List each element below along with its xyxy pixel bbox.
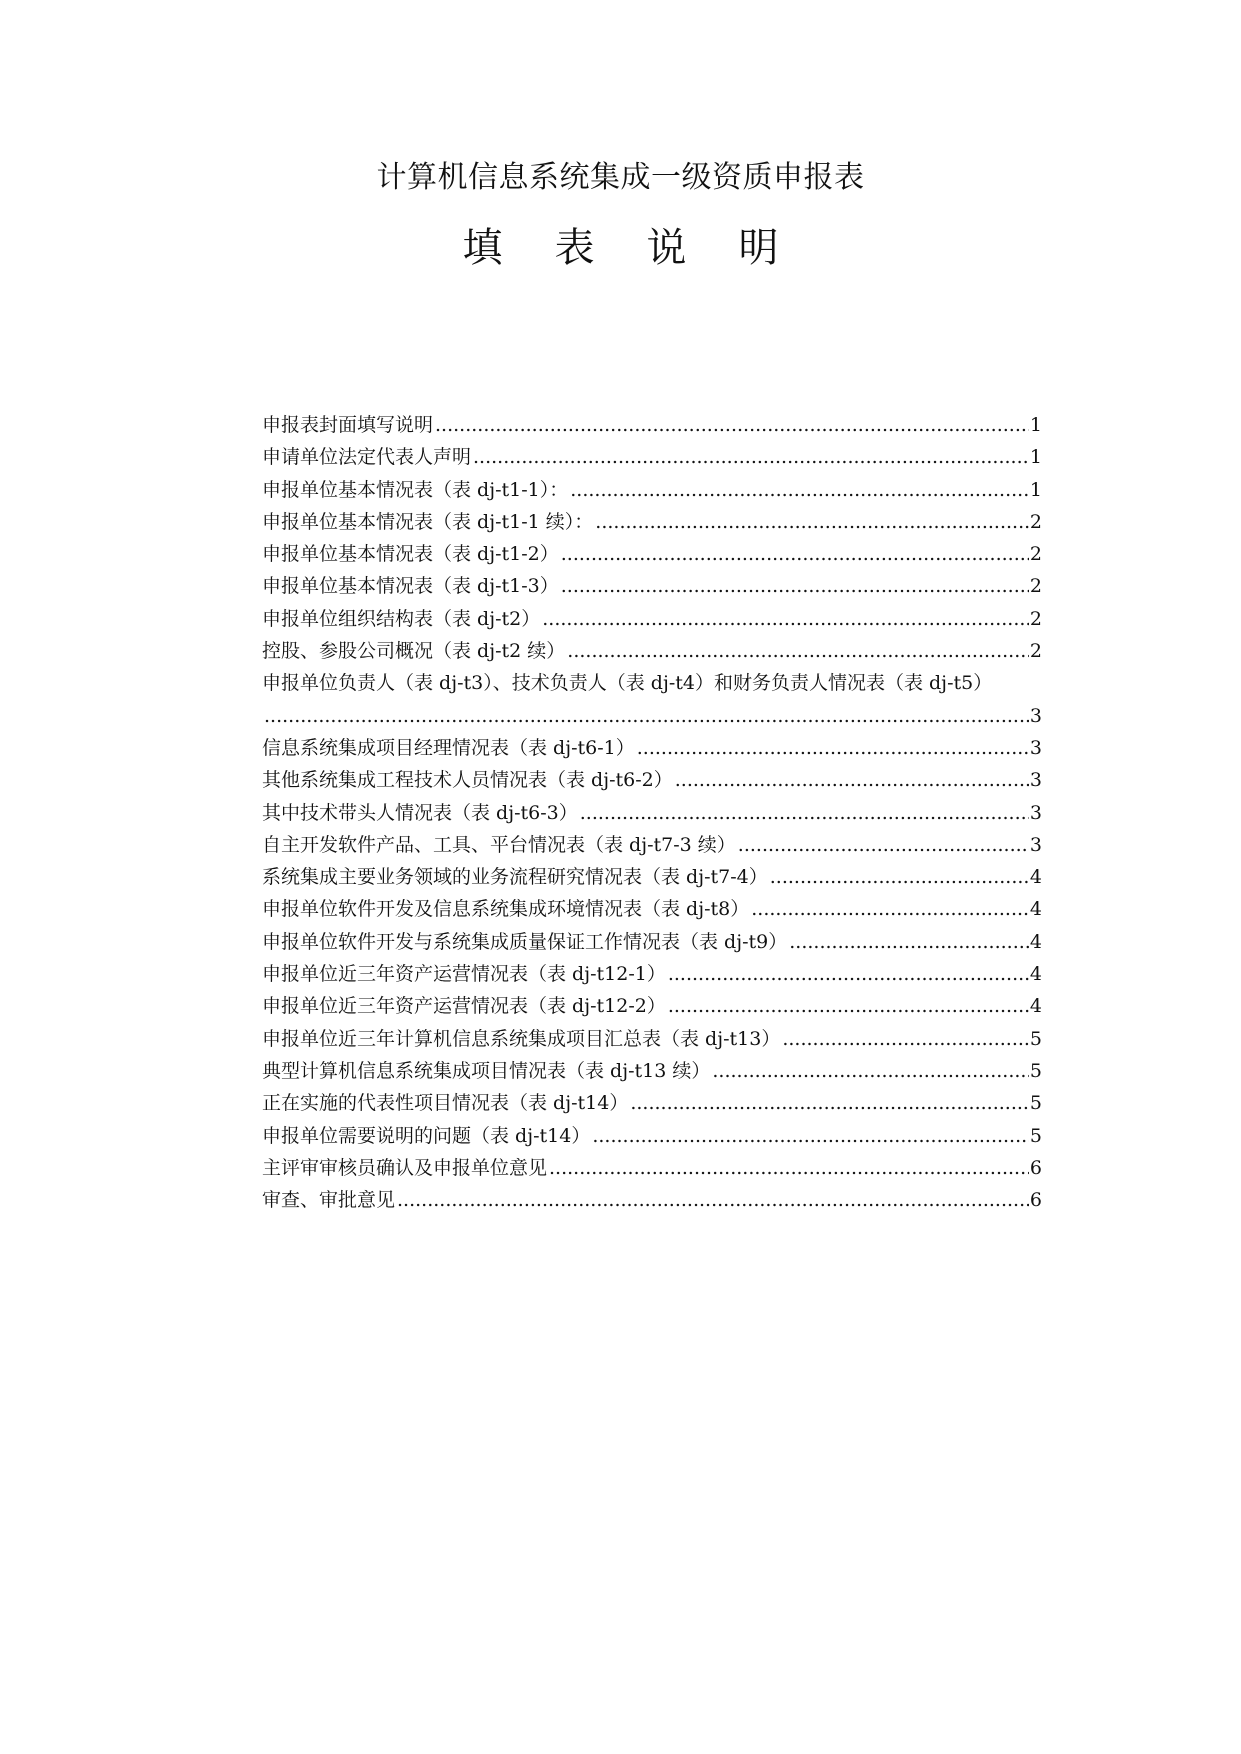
toc-entry-label: 系统集成主要业务领域的业务流程研究情况表（表 dj-t7-4） [262, 866, 768, 889]
toc-page-number: 2 [1029, 543, 1042, 566]
subtitle-char: 表 [554, 225, 595, 271]
toc-entry[interactable] [262, 861, 1042, 893]
toc-entry-continuation [262, 700, 1042, 732]
toc-page-number: 2 [1029, 510, 1042, 533]
toc-entry[interactable] [262, 441, 1042, 473]
toc-entry[interactable] [262, 1184, 1042, 1216]
toc-entry-label: 申报单位近三年资产运营情况表（表 dj-t12-1） [262, 963, 666, 986]
toc-dot-leader [595, 506, 1029, 538]
toc-page-number: 4 [1029, 898, 1042, 921]
toc-entry[interactable] [262, 603, 1042, 635]
toc-dot-leader [473, 441, 1029, 473]
table-of-contents [262, 409, 1042, 1216]
toc-dot-leader [264, 700, 1029, 732]
subtitle-char: 填 [462, 225, 503, 271]
toc-entry-label: 典型计算机信息系统集成项目情况表（表 dj-t13 续） [262, 1059, 711, 1082]
document-subtitle [0, 222, 1241, 274]
toc-entry-label: 申报单位基本情况表（表 dj-t1-1）： [262, 478, 569, 501]
toc-dot-leader [592, 1120, 1029, 1152]
toc-page-number: 5 [1029, 1092, 1042, 1115]
toc-entry[interactable] [262, 829, 1042, 861]
toc-page-number: 1 [1029, 446, 1042, 469]
toc-entry-label: 申报单位近三年计算机信息系统集成项目汇总表（表 dj-t13） [262, 1027, 781, 1050]
toc-dot-leader [542, 603, 1029, 635]
toc-entry-label: 申报单位负责人（表 dj-t3）、技术负责人（表 dj-t4）和财务负责人情况表（表 dj-t5） [262, 672, 993, 695]
toc-dot-leader [789, 926, 1029, 958]
toc-page-number: 2 [1029, 607, 1042, 630]
toc-entry-label: 申报单位基本情况表（表 dj-t1-2） [262, 543, 559, 566]
toc-dot-leader [580, 797, 1029, 829]
toc-entry-label: 申报单位组织结构表（表 dj-t2） [262, 607, 541, 630]
toc-entry[interactable] [262, 1120, 1042, 1152]
toc-dot-leader [570, 474, 1029, 506]
toc-entry-label: 主评审审核员确认及申报单位意见 [262, 1156, 548, 1179]
toc-entry-label: 其他系统集成工程技术人员情况表（表 dj-t6-2） [262, 769, 673, 792]
toc-entry-label: 申报表封面填写说明 [262, 414, 434, 436]
toc-page-number: 4 [1029, 930, 1042, 953]
toc-dot-leader [738, 829, 1029, 861]
toc-page-number: 4 [1029, 866, 1042, 889]
toc-dot-leader [668, 958, 1029, 990]
toc-entry-label: 控股、参股公司概况（表 dj-t2 续） [262, 640, 566, 663]
toc-entry[interactable] [262, 958, 1042, 990]
toc-page-number: 5 [1029, 1124, 1042, 1147]
toc-page-number: 2 [1029, 640, 1042, 663]
toc-dot-leader [435, 409, 1029, 441]
toc-dot-leader [668, 990, 1029, 1022]
document-title: 计算机信息系统集成一级资质申报表 [376, 160, 865, 195]
toc-page-number: 2 [1029, 575, 1042, 598]
toc-page-number: 5 [1029, 1027, 1042, 1050]
toc-entry-label: 自主开发软件产品、工具、平台情况表（表 dj-t7-3 续） [262, 833, 736, 856]
subtitle-char: 说 [646, 225, 687, 271]
toc-entry-label: 申报单位基本情况表（表 dj-t1-3） [262, 575, 559, 598]
toc-page-number: 6 [1029, 1156, 1042, 1179]
toc-page-number: 1 [1029, 414, 1042, 436]
toc-entry-label: 申报单位软件开发与系统集成质量保证工作情况表（表 dj-t9） [262, 930, 788, 953]
toc-entry[interactable] [262, 570, 1042, 602]
toc-dot-leader [751, 893, 1029, 925]
subtitle-char: 明 [738, 225, 779, 271]
toc-page-number: 3 [1029, 704, 1042, 727]
toc-dot-leader [549, 1152, 1029, 1184]
toc-entry[interactable] [262, 506, 1042, 538]
toc-entry-label: 申报单位近三年资产运营情况表（表 dj-t12-2） [262, 995, 666, 1018]
toc-entry[interactable] [262, 409, 1042, 441]
toc-entry[interactable] [262, 1055, 1042, 1087]
toc-entry[interactable] [262, 990, 1042, 1022]
toc-dot-leader [782, 1023, 1029, 1055]
toc-dot-leader [637, 732, 1029, 764]
toc-page-number: 3 [1029, 736, 1042, 759]
toc-dot-leader [770, 861, 1029, 893]
toc-dot-leader [712, 1055, 1029, 1087]
toc-entry-label: 审查、审批意见 [262, 1189, 396, 1212]
toc-entry-label: 申请单位法定代表人声明 [262, 446, 472, 469]
toc-page-number: 5 [1029, 1059, 1042, 1082]
toc-dot-leader [397, 1184, 1029, 1216]
toc-entry[interactable] [262, 732, 1042, 764]
toc-page-number: 4 [1029, 995, 1042, 1018]
toc-entry-label: 其中技术带头人情况表（表 dj-t6-3） [262, 801, 578, 824]
toc-page-number: 3 [1029, 801, 1042, 824]
toc-entry-label: 申报单位软件开发及信息系统集成环境情况表（表 dj-t8） [262, 898, 750, 921]
toc-entry-label: 申报单位需要说明的问题（表 dj-t14） [262, 1124, 591, 1147]
toc-entry[interactable] [262, 764, 1042, 796]
toc-dot-leader [561, 538, 1029, 570]
toc-dot-leader [675, 764, 1029, 796]
toc-page-number: 1 [1029, 478, 1042, 501]
toc-entry[interactable] [262, 1152, 1042, 1184]
toc-entry[interactable] [262, 1087, 1042, 1119]
toc-page-number: 4 [1029, 963, 1042, 986]
toc-entry[interactable] [262, 926, 1042, 958]
toc-entry[interactable] [262, 667, 1042, 732]
toc-entry[interactable] [262, 635, 1042, 667]
toc-dot-leader [567, 635, 1029, 667]
toc-entry[interactable] [262, 893, 1042, 925]
toc-dot-leader [630, 1087, 1029, 1119]
toc-entry[interactable] [262, 797, 1042, 829]
toc-page-number: 3 [1029, 833, 1042, 856]
toc-entry-label: 申报单位基本情况表（表 dj-t1-1 续）： [262, 510, 594, 533]
toc-page-number: 6 [1029, 1189, 1042, 1212]
toc-entry-label: 正在实施的代表性项目情况表（表 dj-t14） [262, 1092, 629, 1115]
toc-entry-label: 信息系统集成项目经理情况表（表 dj-t6-1） [262, 736, 635, 759]
toc-page-number: 3 [1029, 769, 1042, 792]
toc-dot-leader [561, 570, 1029, 602]
toc-entry[interactable] [262, 1023, 1042, 1055]
toc-entry[interactable] [262, 538, 1042, 570]
toc-entry[interactable] [262, 474, 1042, 506]
